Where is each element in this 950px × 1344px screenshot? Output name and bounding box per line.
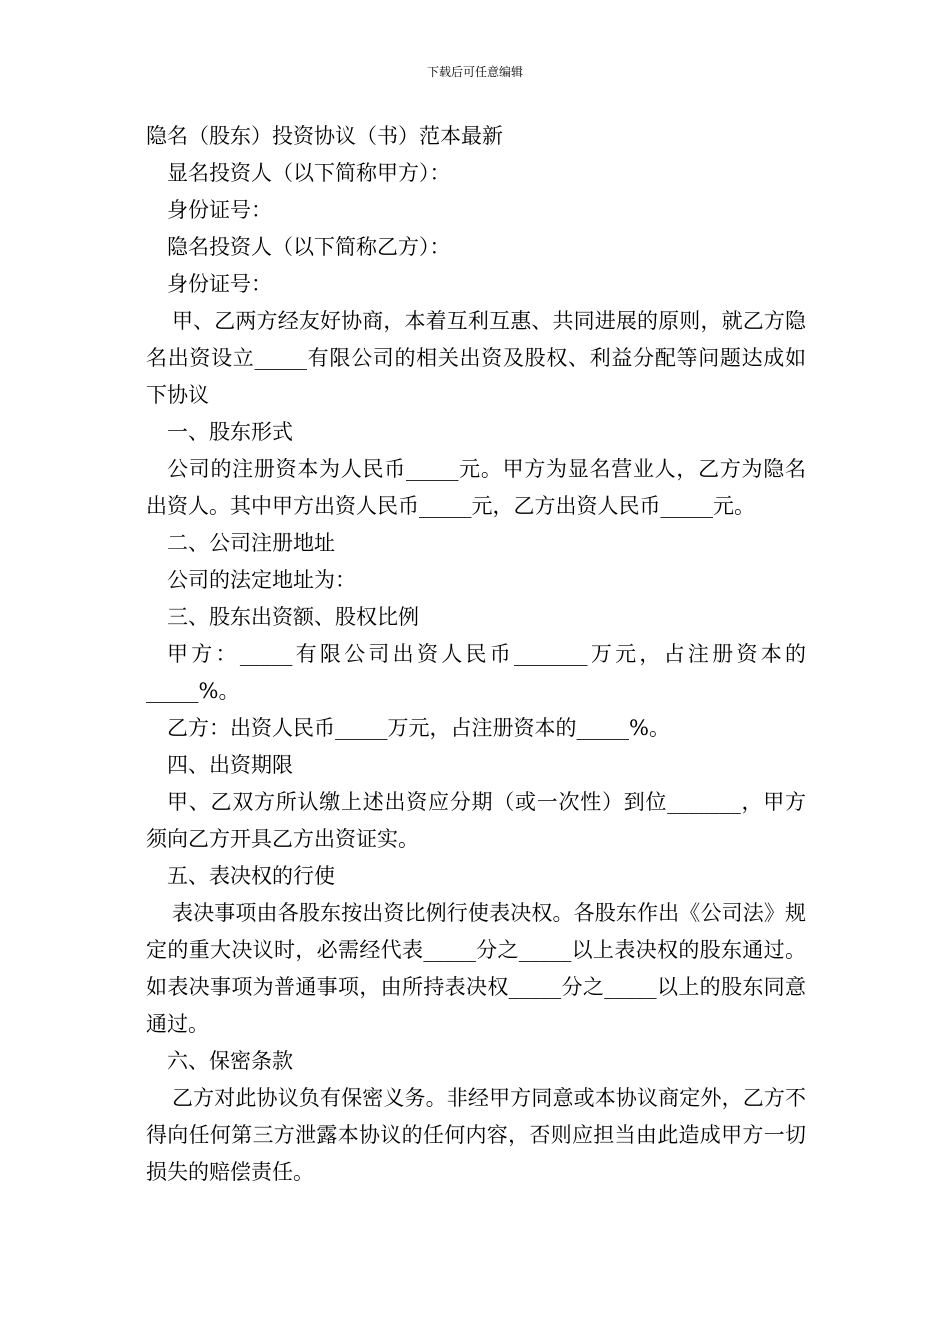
voting-paragraph: 表决事项由各股东按出资比例行使表决权。各股东作出《公司法》规定的重大决议时，必需经代表_____分之_____以上表决权的股东通过。如表决事项为普通事项，由所持表决权_____分之_____以上的股东同意通过。 — [146, 901, 806, 1036]
party-b-line: 隐名投资人（以下简称乙方）： — [167, 235, 451, 259]
document-body — [146, 118, 806, 1191]
section-heading-5: 五、表决权的行使 — [167, 864, 335, 888]
party-a-line: 显名投资人（以下简称甲方）： — [167, 161, 451, 185]
party-a-id-line: 身份证号： — [167, 198, 272, 222]
confidentiality-paragraph: 乙方对此协议负有保密义务。非经甲方同意或本协议商定外，乙方不得向任何第三方泄露本协议的任何内容，否则应担当由此造成甲方一切损失的赔偿责任。 — [146, 1086, 806, 1184]
page-header-note: 下载后可任意编辑 — [426, 65, 523, 79]
capital-paragraph: 公司的注册资本为人民币_____元。甲方为显名营业人，乙方为隐名出资人。其中甲方出资人民币_____元，乙方出资人民币_____元。 — [146, 457, 806, 518]
party-b-share-paragraph: 乙方：出资人民币_____万元，占注册资本的_____%。 — [167, 716, 670, 740]
document-title: 隐名（股东）投资协议（书）范本最新 — [146, 124, 503, 148]
section-heading-6: 六、保密条款 — [167, 1049, 293, 1073]
address-paragraph: 公司的法定地址为： — [167, 568, 356, 592]
section-heading-3: 三、股东出资额、股权比例 — [167, 605, 419, 629]
section-heading-1: 一、股东形式 — [167, 420, 293, 444]
party-b-id-line: 身份证号： — [167, 272, 272, 296]
section-heading-2: 二、公司注册地址 — [167, 531, 335, 555]
party-a-share-paragraph: 甲方：_____有限公司出资人民币_______万元，占注册资本的_____%。 — [146, 642, 806, 703]
section-heading-4: 四、出资期限 — [167, 753, 293, 777]
deadline-paragraph: 甲、乙双方所认缴上述出资应分期（或一次性）到位_______，甲方须向乙方开具乙方出资证实。 — [146, 790, 806, 851]
preamble-paragraph: 甲、乙两方经友好协商，本着互利互惠、共同进展的原则，就乙方隐名出资设立_____有限公司的相关出资及股权、利益分配等问题达成如下协议 — [146, 309, 806, 407]
